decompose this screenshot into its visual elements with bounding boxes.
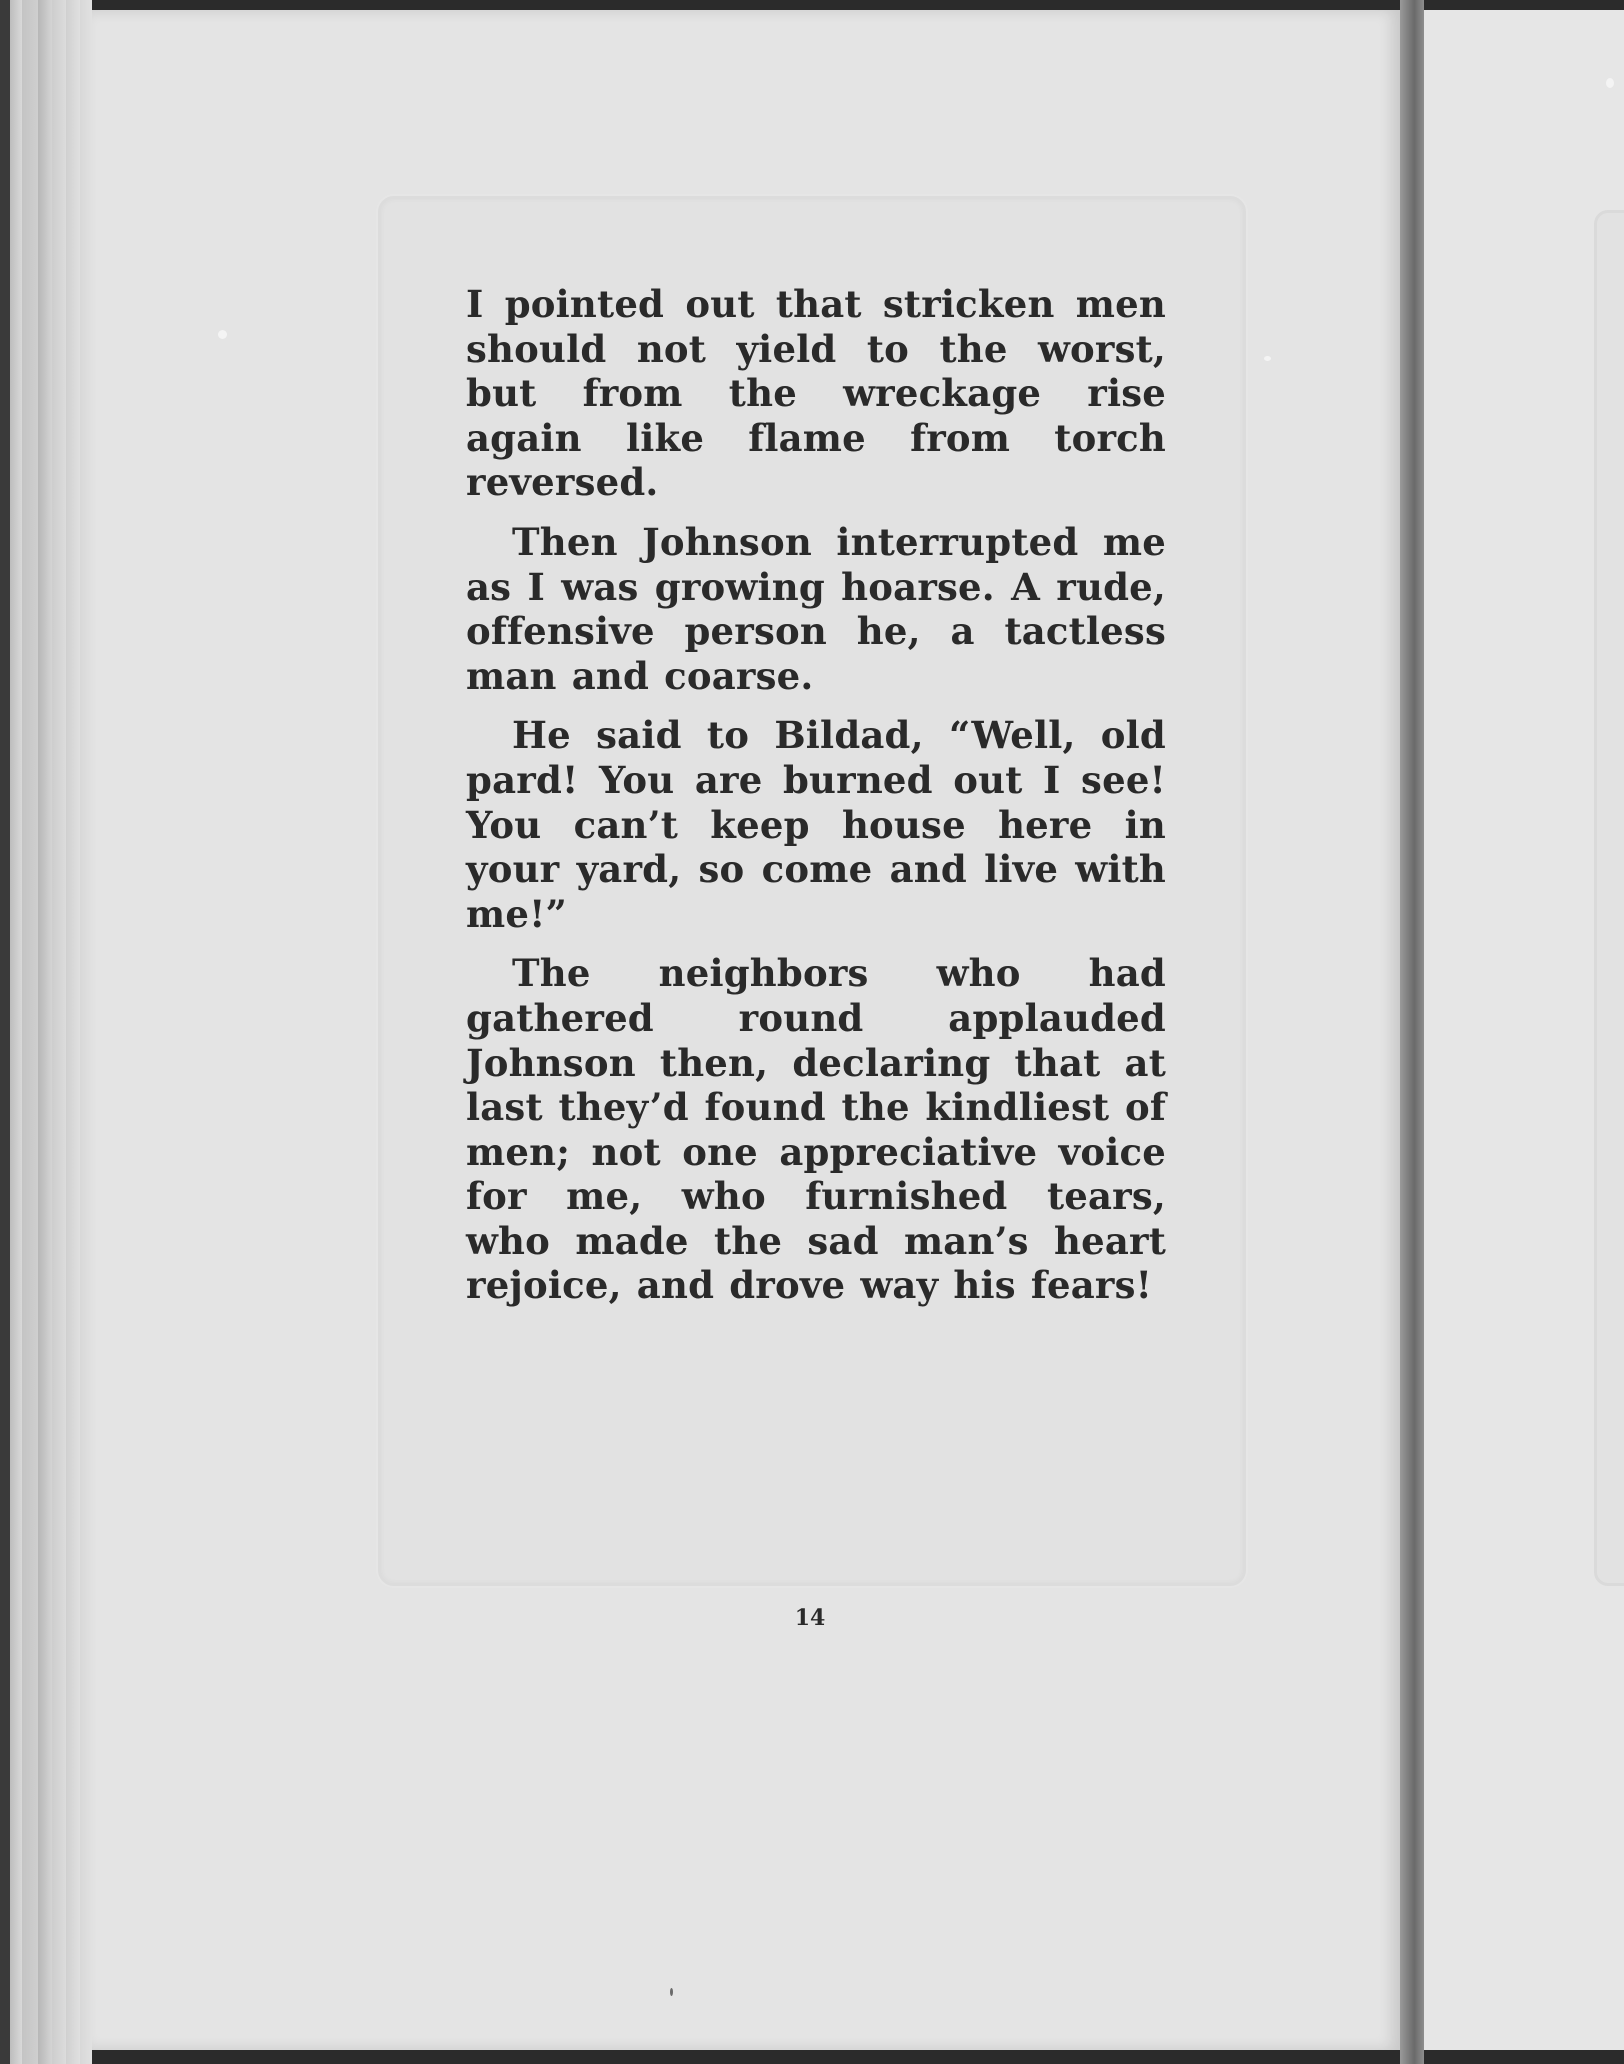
paragraph-1: I pointed out that stricken men should not yield to the worst, but from the wreckage rise again like flame from torch reversed. <box>466 282 1166 505</box>
paragraph-4: The neighbors who had gathered round applauded Johnson then, declaring that at last they’d found the kindliest of men; not one appreciative voice for me, who furnished tears, who made the sad man’s heart rejoice, and drove way his fears! <box>466 951 1166 1308</box>
paper-speck <box>670 1988 673 1996</box>
page-text-block <box>466 282 1166 1323</box>
page-number: 14 <box>794 1605 826 1631</box>
paper-speck <box>1606 78 1614 88</box>
paragraph-3: He said to Bildad, “Well, old pard! You are burned out I see! You can’t keep house here in your yard, so come and live with me!” <box>466 713 1166 936</box>
page-edges-stack <box>0 0 92 2064</box>
right-page-text-frame <box>1594 210 1624 1586</box>
paper-speck <box>1264 356 1271 361</box>
paragraph-2: Then Johnson interrupted me as I was growing hoarse. A rude, offensive person he, a tactless man and coarse. <box>466 519 1166 698</box>
paper-speck <box>218 330 227 339</box>
book-gutter <box>1400 0 1424 2064</box>
